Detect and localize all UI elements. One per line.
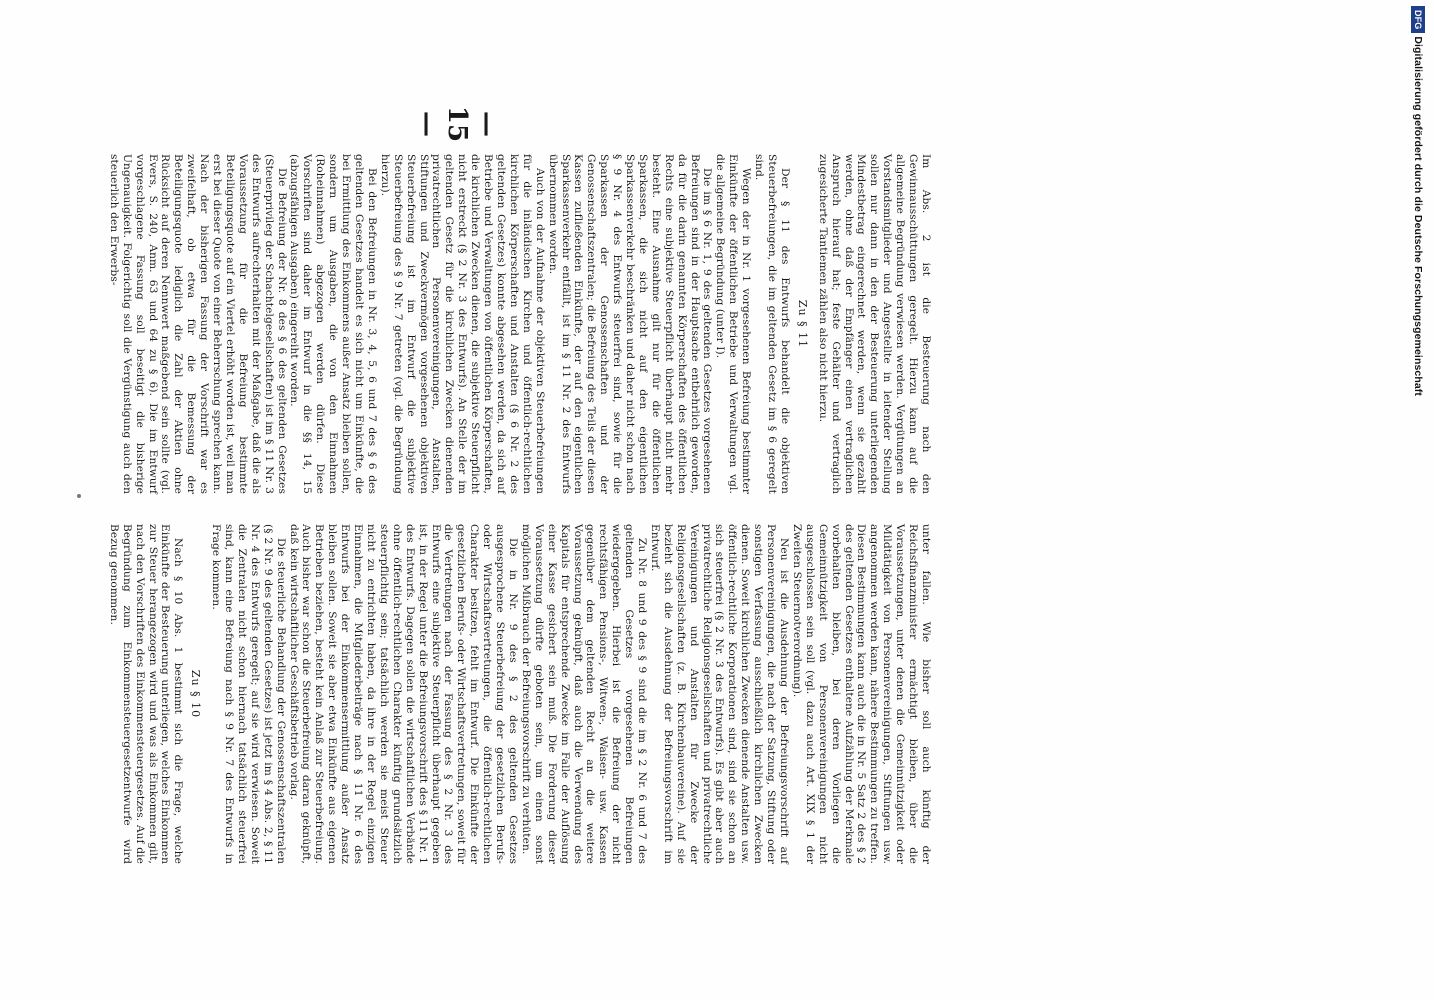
dfg-logo: DFG bbox=[1411, 6, 1425, 33]
paragraph: Die Befreiung der Nr. 8 des § 6 des geltenden Gesetzes (Steuerprivileg der Schachtelgesellschaften) ist im § 11 Nr. 3 des Entwurfs aufrechterhalten mit der Maßgabe, daß die als Voraussetzung für die Befreiung bestimmte Beteiligungsquote auf ein Viertel erhöht worden ist, weil man erst bei dieser Quote von einer Beherrschung sprechen kann. Nach der bisherigen Fassung der Vorschrift war es zweifelhaft, ob etwa für die Bemessung der Beteiligungsquote lediglich die Zahl der Aktien ohne Rücksicht auf deren Nennwert maßgebend sein sollte (vgl. Evers, S. 240, Anm. 63 und 64 zu § 6). Die im Entwurf vorgeschlagene Fassung soll beseitigt die bisherige Ungenauigkeit. Folgerichtig soll die Vergünstigung auch den steuerlich den Erwerbs- bbox=[107, 154, 288, 494]
paragraph: Zu Nr. 8 und 9 des § 9 sind die im § 2 Nr. 6 und 7 des geltenden Gesetzes vorgesehenen Befreiungen wiedergegeben. Hierbei ist die Befreiung der nicht rechtsfähigen Pensions-, Witwen-, Waisen- usw. Kassen gegenüber dem geltenden Recht an die weitere Voraussetzung geknüpft, daß auch die Verwendung des Kapitals für entsprechende Zwecke im Falle der Auflösung einer Kasse gesichert sein muß. Die Forderung dieser Voraussetzung dürfte geboten sein, um einen sonst möglichen Mißbrauch der Befreiungsvorschrift zu verhüten. bbox=[519, 524, 649, 864]
digitization-credit bbox=[1404, 6, 1432, 994]
page-number: — 15 — bbox=[412, 105, 502, 143]
paragraph: Bei den Befreiungen in Nr. 3, 4, 5, 6 und 7 des § 6 des geltenden Gesetzes handelt es sich nicht um Einkünfte, die bei Ermittlung des Einkommens außer Ansatz bleiben sollen, sondern um Ausgaben, die von den Einnahmen (Roheinnahmen) abgezogen werden dürfen. Diese Vorschriften sind daher im Entwurf in die §§ 14, 15 (abzugsfähigen Ausgaben) eingereiht worden. bbox=[288, 154, 378, 494]
paragraph: Im Abs. 2 ist die Besteuerung nach den Gewinnausschüttungen geregelt. Hierzu kann auf die allgemeine Begründung verwiesen werden. Vergütungen an Vorstandsmitglieder und Angestellte in leitender Stellung sollen nur dann in den der Besteuerung unterliegenden Mindestbetrag eingerechnet werden, wenn sie gezahlt werden, ohne daß der Empfänger einen vertraglichen Anspruch hierauf hat; feste Gehälter und vertraglich zugesicherte Tantiemen zählen also nicht hierzu. bbox=[816, 154, 932, 494]
paragraph: Neu ist die Ausdehnung der Befreiungsvorschrift auf Personenvereinigungen, die nach der Satzung, Stiftung oder sonstigen Verfassung ausschließlich kirchlichen Zwecken dienen. Soweit kirchlichen Zwecken dienende Anstalten usw. öffentlich-rechtliche Korporationen sind, sind sie schon an sich steuerfrei (§ 2 Nr. 3 des Entwurfs). Es gibt aber auch privatrechtliche Religionsgesellschaften und privatrechtliche Vereinigungen und Anstalten für Zwecke der Religionsgesellschaften (z. B. Kirchenbauvereine). Auf sie bezieht sich die Ausdehnung der Befreiungsvorschrift im Entwurf. bbox=[648, 524, 791, 864]
paragraph: Auch von der Aufnahme der objektiven Steuerbefreiungen für die inländischen Kirchen und öffentlich-rechtlichen kirchlichen Körperschaften und Anstalten (§ 6 Nr. 2 des geltenden Gesetzes) konnte abgesehen werden, da sich auf Betriebe und Verwaltungen von öffentlichen Körperschaften, die kirchlichen Zwecken dienen, die subjektive Steuerpflicht nicht erstreckt (§ 2 Nr. 3 des Entwurfs). An Stelle der im geltenden Gesetz für die kirchlichen Zwecken dienenden privatrechtlichen Personenvereinigungen, Anstalten, Stiftungen und Zweckvermögen vorgesehenen objektiven Steuerbefreiung ist im Entwurf die subjektive Steuerbefreiung des § 9 Nr. 7 getreten (vgl. die Begründung hierzu). bbox=[378, 154, 546, 494]
credit-text: Digitalisierung gefördert durch die Deutsche Forschungsgemeinschaft bbox=[1412, 36, 1424, 396]
paragraph: Die im § 6 Nr. 1, 9 des geltenden Gesetzes vorgesehenen Befreiungen sind in der Hauptsache entbehrlich geworden, da für die darin genannten Körperschaften des öffentlichen Rechts eine subjektive Steuerpflicht überhaupt nicht mehr besteht. Eine Ausnahme gilt nur für die öffentlichen Sparkassen, die sich nicht auf den eigentlichen Sparkassenverkehr beschränken und daher nicht schon nach § 9 Nr. 4 des Entwurfs steuerfrei sind, sowie für die Sparkassen der Genossenschaften und der Genossenschaftszentralen; die Befreiung des Teils der diesen Kassen zufließenden Einkünfte, der auf den eigentlichen Sparkassenverkehr entfällt, ist im § 11 Nr. 2 des Entwurfs übernommen worden. bbox=[546, 154, 714, 494]
paragraph: Die steuerliche Behandlung der Genossenschaftszentralen (§ 2 Nr. 9 des geltenden Gesetzes) ist jetzt im § 4 Abs. 2, § 11 Nr. 4 des Entwurfs geregelt; auf sie wird verwiesen. Soweit die Zentralen nicht schon hiernach tatsächlich steuerfrei sind, kann eine Befreiung nach § 9 Nr. 7 des Entwurfs in Frage kommen. bbox=[210, 524, 287, 864]
paragraph: Der § 11 des Entwurfs behandelt die objektiven Steuerbefreiungen, die im geltenden Gesetz im § 6 geregelt sind. bbox=[753, 154, 791, 494]
paragraph: Nach § 10 Abs. 1 bestimmt sich die Frage, welche Einkünfte der Besteuerung unterliegen, welches Einkommen zur Steuer herangezogen wird und was als Einkommen gilt, nach den Vorschriften des Einkommensteuergesetzes. Auf die Begründung zum Einkommensteuergesetzentwurfe wird Bezug genommen. bbox=[107, 524, 185, 864]
section-heading: Zu § 10 bbox=[189, 669, 203, 719]
paragraph: unter fallen. Wie bisher soll auch künftig der Reichsfinanzminister ermächtigt bleiben, über die Voraussetzungen, unter denen die Gemeinnützigkeit oder Mildtätigkeit von Personenvereinigungen, Stiftungen usw. angenommen werden kann, nähere Bestimmungen zu treffen. Diesen Bestimmungen kann auch die in Nr. 5 Satz 2 des § 2 des geltenden Gesetzes enthaltene Aufzählung der Merkmale vorbehalten bleiben, bei deren Vorliegen die Gemeinnützigkeit von Personenvereinigungen nicht ausgeschlossen sein soll (vgl. dazu auch Art. XIX § 1 der Zweiten Steuernotverordnung). bbox=[790, 524, 932, 864]
paragraph: Die in Nr. 9 des § 2 des geltenden Gesetzes ausgesprochene Steuerbefreiung der gesetzlichen Berufs- oder Wirtschaftsvertretungen, die öffentlich-rechtlichen Charakter besitzen, fehlt im Entwurf. Die Einkünfte der gesetzlichen Berufs- oder Wirtschaftsvertretungen, soweit für die Vertretungen nach der Fassung des § 2 Nr. 3 des Entwurfs eine subjektive Steuerpflicht überhaupt gegeben ist, in der Regel unter die Befreiungsvorschrift des § 11 Nr. 1 des Entwurfs. Dagegen sollen die wirtschaftlichen Verbände ohne öffentlich-rechtlichen Charakter künftig grundsätzlich steuerpflichtig sein; tatsächlich werden sie meist Steuer nicht zu entrichten haben, da ihre in der Regel einzigen Einnahmen, die Mitgliederbeiträge nach § 11 Nr. 6 des Entwurfs bei der Einkommensermittlung außer Ansatz bleiben sollen. Soweit sie aber etwa Einkünfte aus eigenen Betrieben beziehen, besteht kein Anlaß zur Steuerbefreiung. Auch bisher war schon die Steuerbefreiung daran geknüpft, daß kein wirtschaftlicher Geschäftsbetrieb vorlag. bbox=[287, 524, 519, 864]
paragraph: Wegen der in Nr. 1 vorgesehenen Befreiung bestimmter Einkünfte der öffentlichen Betriebe und Verwaltungen vgl. die allgemeine Begründung (unter I). bbox=[714, 154, 753, 494]
right-text-column bbox=[107, 154, 932, 494]
scan-speck bbox=[77, 494, 81, 498]
section-heading: Zu § 11 bbox=[795, 299, 809, 349]
left-text-column bbox=[107, 524, 932, 864]
rotated-page-content bbox=[107, 94, 932, 1000]
digitization-sidebar bbox=[1404, 6, 1432, 994]
